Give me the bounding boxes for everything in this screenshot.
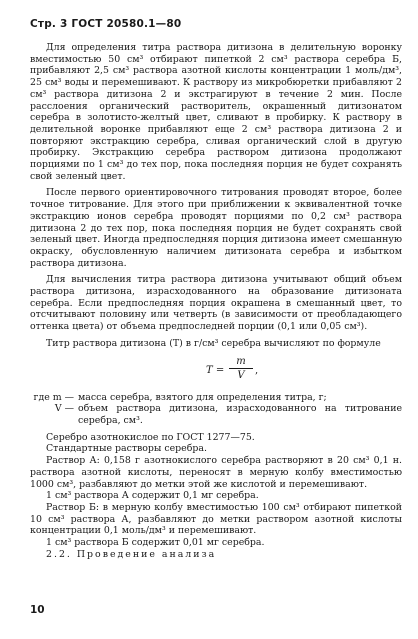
line-standard-solutions: Стандартные растворы серебра. bbox=[46, 443, 207, 455]
line-solution-b-contains: 1 см³ раствора Б содержит 0,01 мг серебра. bbox=[46, 537, 265, 549]
line-silver-nitrate: Серебро азотнокислое по ГОСТ 1277—75. bbox=[46, 431, 255, 443]
formula-lhs: T = bbox=[206, 364, 225, 376]
legend-row-m bbox=[30, 392, 402, 404]
page-header: Стр. 3 ГОСТ 20580.1—80 bbox=[30, 18, 182, 30]
section-heading-analysis: 2.2. Проведение анализа bbox=[46, 548, 217, 560]
paragraph-solution-b: Раствор Б: в мерную колбу вместимостью 100 см³ отбирают пипеткой 10 см³ раствора А, разбавляют до метки раствором азотной кислоты концентрации 0,1 моль/дм³ и перемешивают. bbox=[30, 501, 402, 537]
titer-formula bbox=[30, 356, 402, 386]
legend-text-v: объем раствора дитизона, израсходованного на титрование серебра, см³. bbox=[78, 403, 402, 426]
paragraph-titer-procedure: Для определения титра раствора дитизона в делительную воронку вместимостью 50 см³ отбирают пипеткой 2 см³ раствора серебра Б, прибавляют 2,5 см³ раствора азотной кислоты концентрации 1 моль/дм³, 25 см³ воды и перемешивают. К раствору из микробюретки прибавляют 2 см³ раствора дитизона 2 и экстрагируют в течение 2 мин. После расслоения органический растворитель, окрашенный дитизонатом серебра в золотисто-желтый цвет, сливают в пробирку. К раствору в делительной воронке прибавляют еще 2 см³ раствора дитизона 2 и повторяют экстракцию серебра, сливая органический слой в другую пробирку. Экстракцию серебра раствором дитизона продолжают порциями по 1 см³ до тех пор, пока последняя порция не будет сохранять свой зеленый цвет. bbox=[30, 42, 402, 182]
legend-text-m: масса серебра, взятого для определения титра, г; bbox=[78, 391, 327, 403]
page-number: 10 bbox=[30, 604, 45, 616]
formula-end: , bbox=[255, 364, 259, 376]
formula-numerator: m bbox=[236, 355, 246, 367]
paragraph-volume-calculation: Для вычисления титра раствора дитизона учитывают общий объем раствора дитизона, израсходованного на образование дитизоната серебра. Если предпоследняя порция окрашена в смешанный цвет, то отсчитывают половину или четверть (в зависимости от преобладающего оттенка цвета) от объема предпоследней порции (0,1 или 0,05 см³). bbox=[30, 274, 402, 333]
paragraph-solution-a: Раствор А: 0,158 г азотнокислого серебра растворяют в 20 см³ 0,1 н. раствора азотной кислоты, переносят в мерную колбу вместимостью 1000 см³, разбавляют до метки этой же кислотой и перемешивают. bbox=[30, 455, 402, 490]
paragraph-second-titration: После первого ориентировочного титрования проводят второе, более точное титрование. Для этого при приближении к эквивалентной точке экстракцию ионов серебра проводят порциями по 0,2 см³ раствора дитизона 2 до тех пор, пока последняя порция не будет сохранять свой зеленый цвет. Иногда предпоследняя порция дитизона имеет смешанную окраску, обусловленную наличием дитизоната серебра и избытком раствора дитизона. bbox=[30, 187, 402, 269]
line-solution-a-contains: 1 см³ раствора А содержит 0,1 мг серебра. bbox=[46, 490, 259, 502]
fraction-bar bbox=[229, 368, 253, 369]
document-body bbox=[30, 42, 402, 560]
paragraph-formula-intro: Титр раствора дитизона (T) в г/см³ серебра вычисляют по формуле bbox=[46, 337, 381, 349]
legend-label-m: где m — bbox=[33, 391, 74, 403]
formula-legend bbox=[30, 392, 402, 427]
legend-label-v: V — bbox=[54, 403, 74, 415]
legend-row-v bbox=[30, 403, 402, 426]
formula-fraction bbox=[229, 356, 253, 381]
formula-denominator: V bbox=[237, 369, 245, 381]
